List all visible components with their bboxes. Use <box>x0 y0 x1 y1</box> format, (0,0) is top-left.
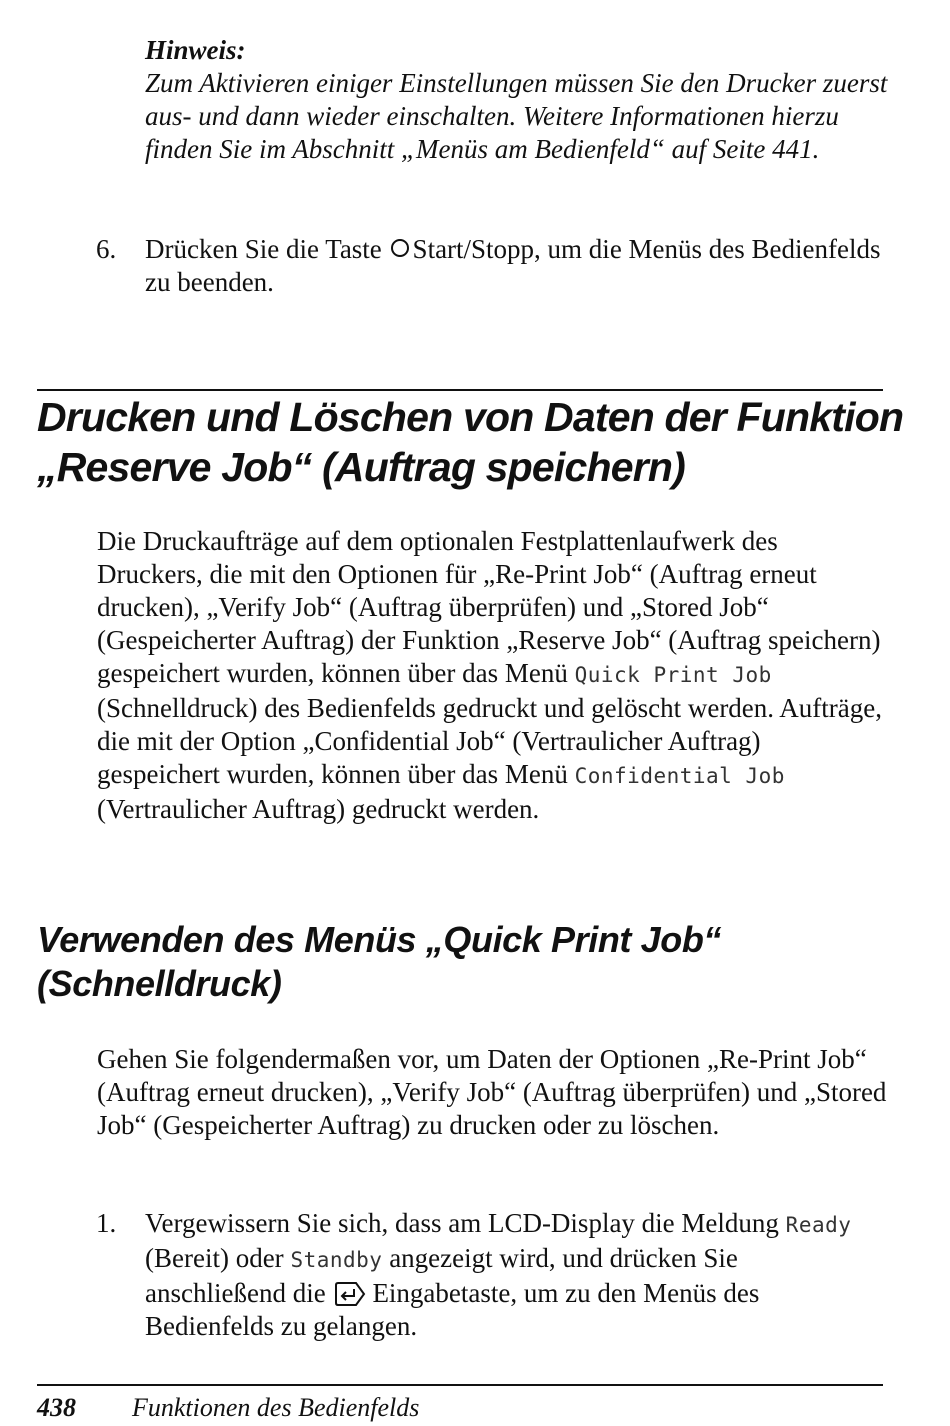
lcd-quick-print-job: Quick Print Job <box>574 663 772 687</box>
subsection-intro: Gehen Sie folgendermaßen vor, um Daten der Optionen „Re-Print Job“ (Auftrag erneut drucken), „Verify Job“ (Auftrag überprüfen) und „Stored Job“ (Gespeicherter Auftrag) zu drucken oder zu löschen. <box>97 1044 887 1140</box>
step-text-part-3: angezeigt wird, und drücken Sie anschließend die <box>145 1243 738 1308</box>
note-block <box>145 34 905 166</box>
step-text-part-2: (Bereit) oder <box>145 1243 284 1273</box>
lcd-ready: Ready <box>785 1213 852 1237</box>
lcd-confidential-job: Confidential Job <box>574 764 785 788</box>
step-text-part-4: Eingabetaste, um zu den Menüs des Bedienfelds zu gelangen. <box>145 1278 760 1341</box>
step-number: 1. <box>96 1208 117 1238</box>
subsection-title: Verwenden des Menüs „Quick Print Job“ (Schnelldruck) <box>37 919 722 1004</box>
section-title: Drucken und Löschen von Daten der Funktion „Reserve Job“ (Auftrag speichern) <box>37 394 904 490</box>
chapter-title: Funktionen des Bedienfelds <box>132 1393 420 1422</box>
intro-part-1: Die Druckaufträge auf dem optionalen Festplattenlaufwerk des Druckers, die mit den Optionen für „Re-Print Job“ (Auftrag erneut drucken), „Verify Job“ (Auftrag überprüfen) und „Stored Job“ (Gespeicherter Auftrag) der Funktion „Reserve Job“ (Auftrag speichern) gespeichert wurden, können über das Menü <box>97 526 881 688</box>
step-text-before: Drücken Sie die Taste <box>145 234 382 264</box>
step-text <box>145 233 885 299</box>
footer-divider <box>37 1384 883 1386</box>
step-text <box>145 1207 885 1343</box>
circle-icon <box>391 239 409 257</box>
intro-part-3: (Vertraulicher Auftrag) gedruckt werden. <box>97 794 540 824</box>
step-text-part-1: Vergewissern Sie sich, dass am LCD-Display die Meldung <box>145 1208 779 1238</box>
section-divider <box>37 389 883 391</box>
page-number: 438 <box>37 1393 76 1422</box>
step-text-after: Start/Stopp, um die Menüs des Bedienfelds zu beenden. <box>145 234 881 297</box>
lcd-standby: Standby <box>290 1248 383 1272</box>
intro-part-2: (Schnelldruck) des Bedienfelds gedruckt und gelöscht werden. Aufträge, die mit der Option „Confidential Job“ (Vertraulicher Auftrag) gespeichert wurden, können über das Menü <box>97 693 883 789</box>
step-number: 6. <box>96 234 117 264</box>
enter-icon <box>334 1281 366 1307</box>
section-intro <box>97 525 887 826</box>
note-heading: Hinweis: <box>145 35 246 65</box>
note-text: Zum Aktivieren einiger Einstellungen müssen Sie den Drucker zuerst aus- und dann wieder einschalten. Weitere Informationen hierzu finden Sie im Abschnitt „Menüs am Bedienfeld“ auf Seite 441. <box>145 68 888 164</box>
